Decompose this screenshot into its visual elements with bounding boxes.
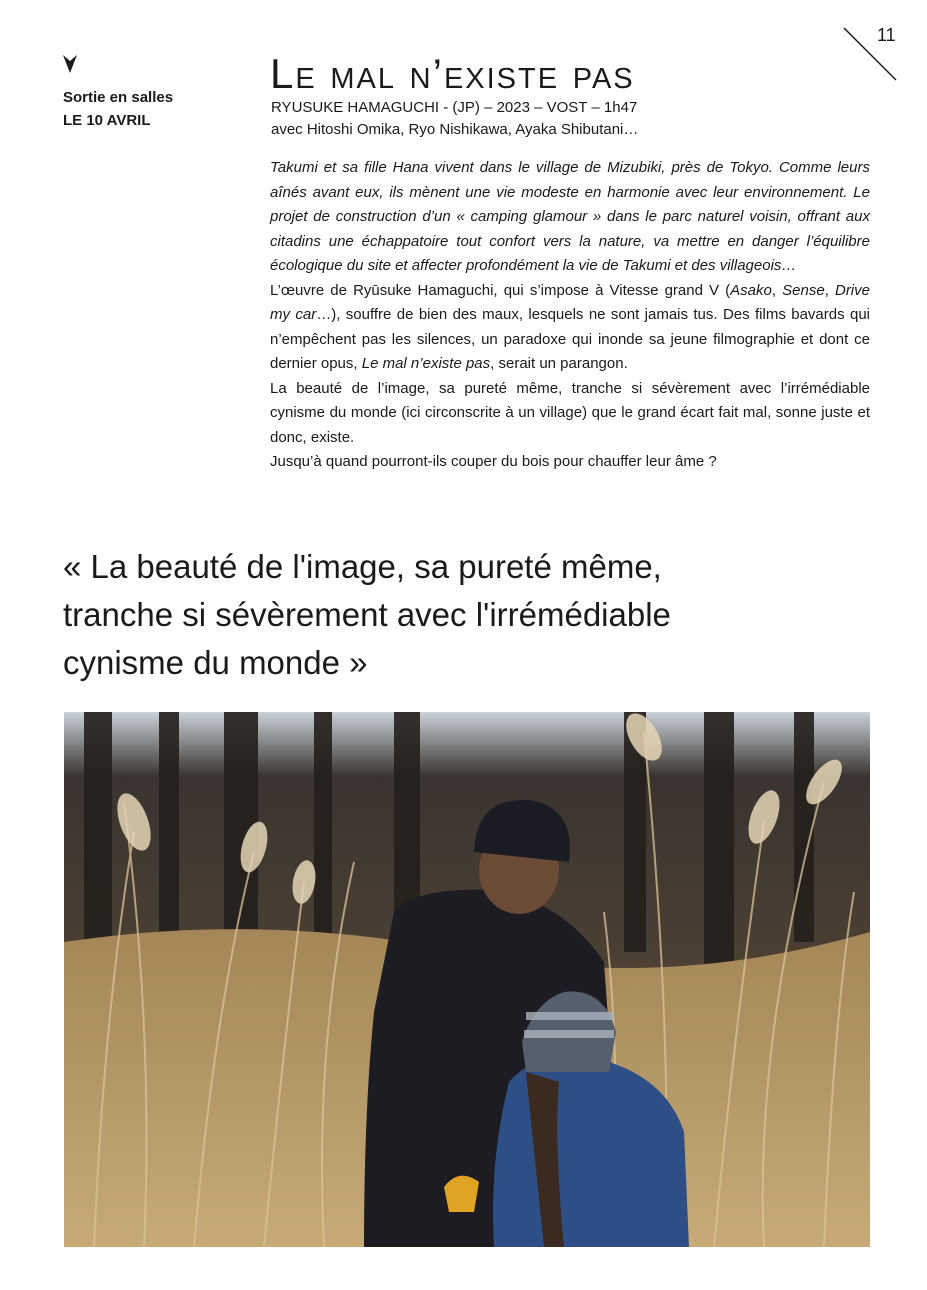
film-still-photo <box>64 712 870 1247</box>
director-line: RYUSUKE HAMAGUCHI - (JP) – 2023 – VOST – 1h47 <box>271 99 638 116</box>
film-reference: Asako <box>730 281 772 299</box>
separator: , <box>824 281 835 299</box>
review-text: , serait un parangon. <box>490 355 628 372</box>
cast-line: avec Hitoshi Omika, Ryo Nishikawa, Ayaka Shibutani… <box>271 121 639 138</box>
diagonal-slash-icon <box>842 26 898 82</box>
pull-quote: « La beauté de l'image, sa pureté même, tranche si sévèrement avec l'irrémédiable cynisme du monde » <box>63 548 671 681</box>
film-credits <box>271 97 871 141</box>
film-reference: Le mal n’existe pas <box>361 355 491 372</box>
release-info <box>63 86 243 132</box>
down-arrow-marker-icon <box>62 54 78 74</box>
film-reference: Drive my car <box>270 281 870 323</box>
film-reference: Sense <box>782 281 825 299</box>
synopsis-paragraph: Takumi et sa fille Hana vivent dans le village de Mizubiki, près de Tokyo. Comme leurs aînés avant eux, ils mènent une vie modeste en harmonie avec leur environnement. Le projet de construction d’un « camping glamour » dans le parc naturel voisin, offrant aux citadins une échappatoire tout confort vers la nature, va mettre en danger l’équilibre écologique du site et affecter profondément la vie de Takumi et des villageois… <box>270 159 870 274</box>
review-text: L’œuvre de Ryūsuke Hamaguchi, qui s’impose à Vitesse grand V ( <box>270 281 731 299</box>
separator: , <box>771 281 783 299</box>
film-title: Le mal n’existe pas <box>270 50 635 97</box>
release-date: LE 10 AVRIL <box>63 112 151 129</box>
film-still-illustration <box>64 712 870 1247</box>
review-paragraph <box>270 279 870 377</box>
closing-line: Jusqu’à quand pourront-ils couper du bois pour chauffer leur âme ? <box>270 453 717 470</box>
page-number: 11 <box>877 25 896 45</box>
review-paragraph: La beauté de l’image, sa pureté même, tranche si sévèrement avec l’irrémédiable cynisme du monde (ici circonscrite à un village) que le grand écart fait mal, sonne juste et donc, existe. <box>270 379 870 446</box>
review-text: …), souffre de bien des maux, lesquels ne sont jamais tus. Des films bavards qui n’empêchent pas les silences, un paradoxe qui inonde sa jeune filmographie et dont ce dernier opus, <box>270 306 871 372</box>
release-label: Sortie en salles <box>63 89 174 106</box>
article-body <box>270 156 870 475</box>
